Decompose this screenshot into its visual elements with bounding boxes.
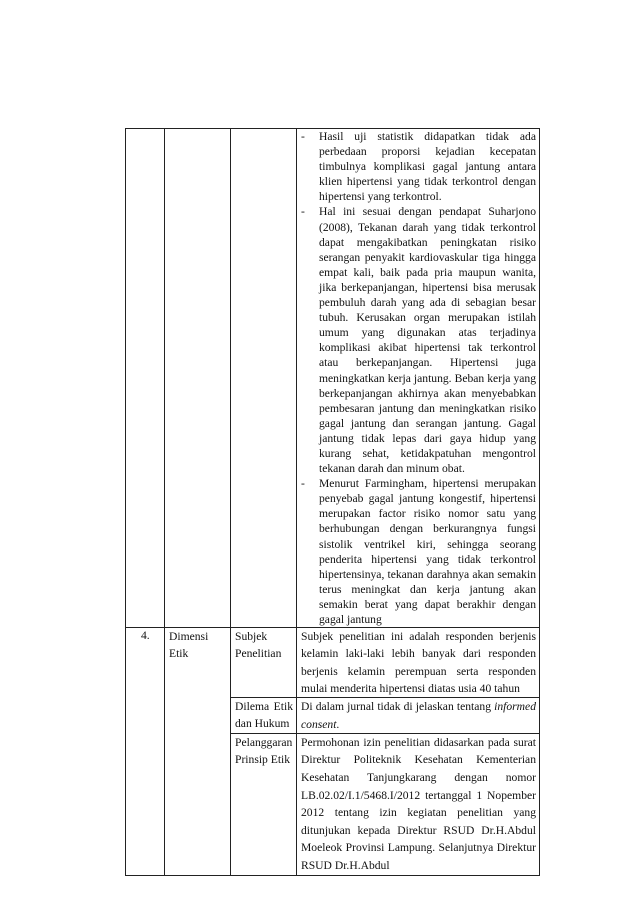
sub-text-dilema: [297, 698, 540, 734]
bullet-item: [301, 204, 536, 476]
table-row-continuation: [126, 129, 540, 628]
etik-analysis-table: [125, 128, 540, 876]
bullet-item: [301, 476, 536, 627]
sub-text-dilema-end: .: [336, 717, 340, 731]
table-row-subjek: [126, 628, 540, 698]
bullet-dash: -: [301, 205, 305, 219]
bullet-text: Menurut Farmingham, hipertensi merupakan penyebab gagal jantung kongestif, hipertensi merupakan factor risiko nomor satu yang berhubungan dengan berkurangnya fungsi sistolik ventrikel kiri, sehingga seorang penderita hipertensi yang tidak terkontrol hipertensinya, tekanan darahnya akan semakin terus meningkat dan kerja jantung akan semakin berat yang dapat berakhir dengan gagal jantung: [319, 477, 536, 626]
cell-sub-empty: [231, 129, 297, 628]
sub-text-dilema-italic: informed consent: [301, 700, 536, 731]
cell-bullets: [297, 129, 540, 628]
bullet-text: Hasil uji statistik didapatkan tidak ada perbedaan proporsi kejadian kecepatan timbulnya komplikasi gagal jantung antara klien hipertensi yang tidak terkontrol dengan hipertensi yang terkontrol.: [319, 130, 536, 204]
sub-text-dilema-main: Di dalam jurnal tidak di jelaskan tentang: [301, 700, 491, 714]
bullet-dash: -: [301, 477, 305, 491]
sub-label-dilema: Dilema Etik dan Hukum: [231, 698, 297, 734]
sub-text-subjek: Subjek penelitian ini adalah responden berjenis kelamin laki-laki lebih banyak dari responden berjenis kelamin perempuan serta responden mulai menderita hipertensi diatas usia 40 tahun: [297, 628, 540, 698]
cell-number-empty: [126, 129, 165, 628]
bullet-item: [301, 129, 536, 204]
bullet-text: Hal ini sesuai dengan pendapat Suharjono (2008), Tekanan darah yang tidak terkontrol dapat mengakibatkan peningkatan risiko serangan penyakit kardiovaskular tiga hingga empat kali, baik pada pria maupun wanita, jika berkepanjangan, hipertensi bisa merusak pembuluh darah yang ada di sebagian besar tubuh. Kerusakan organ merupakan istilah umum yang digunakan atas terjadinya komplikasi akibat hipertensi tak terkontrol atau berkepanjangan. Hipertensi juga meningkatkan kerja jantung. Beban kerja yang berkepanjangan akhirnya akan menyebabkan pembesaran jantung dan meningkatkan risiko gagal jantung dan serangan jantung. Gagal jantung tidak lepas dari gaya hidup yang kurang sehat, ketidakpatuhan mengontrol tekanan darah dan minum obat.: [319, 205, 536, 476]
sub-label-pelanggaran: Pelanggaran Prinsip Etik: [231, 733, 297, 875]
sub-label-subjek: Subjek Penelitian: [231, 628, 297, 698]
row-number: 4.: [126, 628, 165, 876]
sub-text-pelanggaran: Permohonan izin penelitian didasarkan pada surat Direktur Politeknik Kesehatan Kementerian Kesehatan Tanjungkarang dengan nomor LB.02.02/I.1/5468.I/2012 tertanggal 1 Nopember 2012 tentang izin kegiatan penelitian yang ditunjukan kepada Direktur RSUD Dr.H.Abdul Moeleok Provinsi Lampung. Selanjutnya Direktur RSUD Dr.H.Abdul: [297, 733, 540, 875]
dimension-label: Dimensi Etik: [165, 628, 231, 876]
cell-dimension-empty: [165, 129, 231, 628]
bullet-dash: -: [301, 130, 305, 143]
